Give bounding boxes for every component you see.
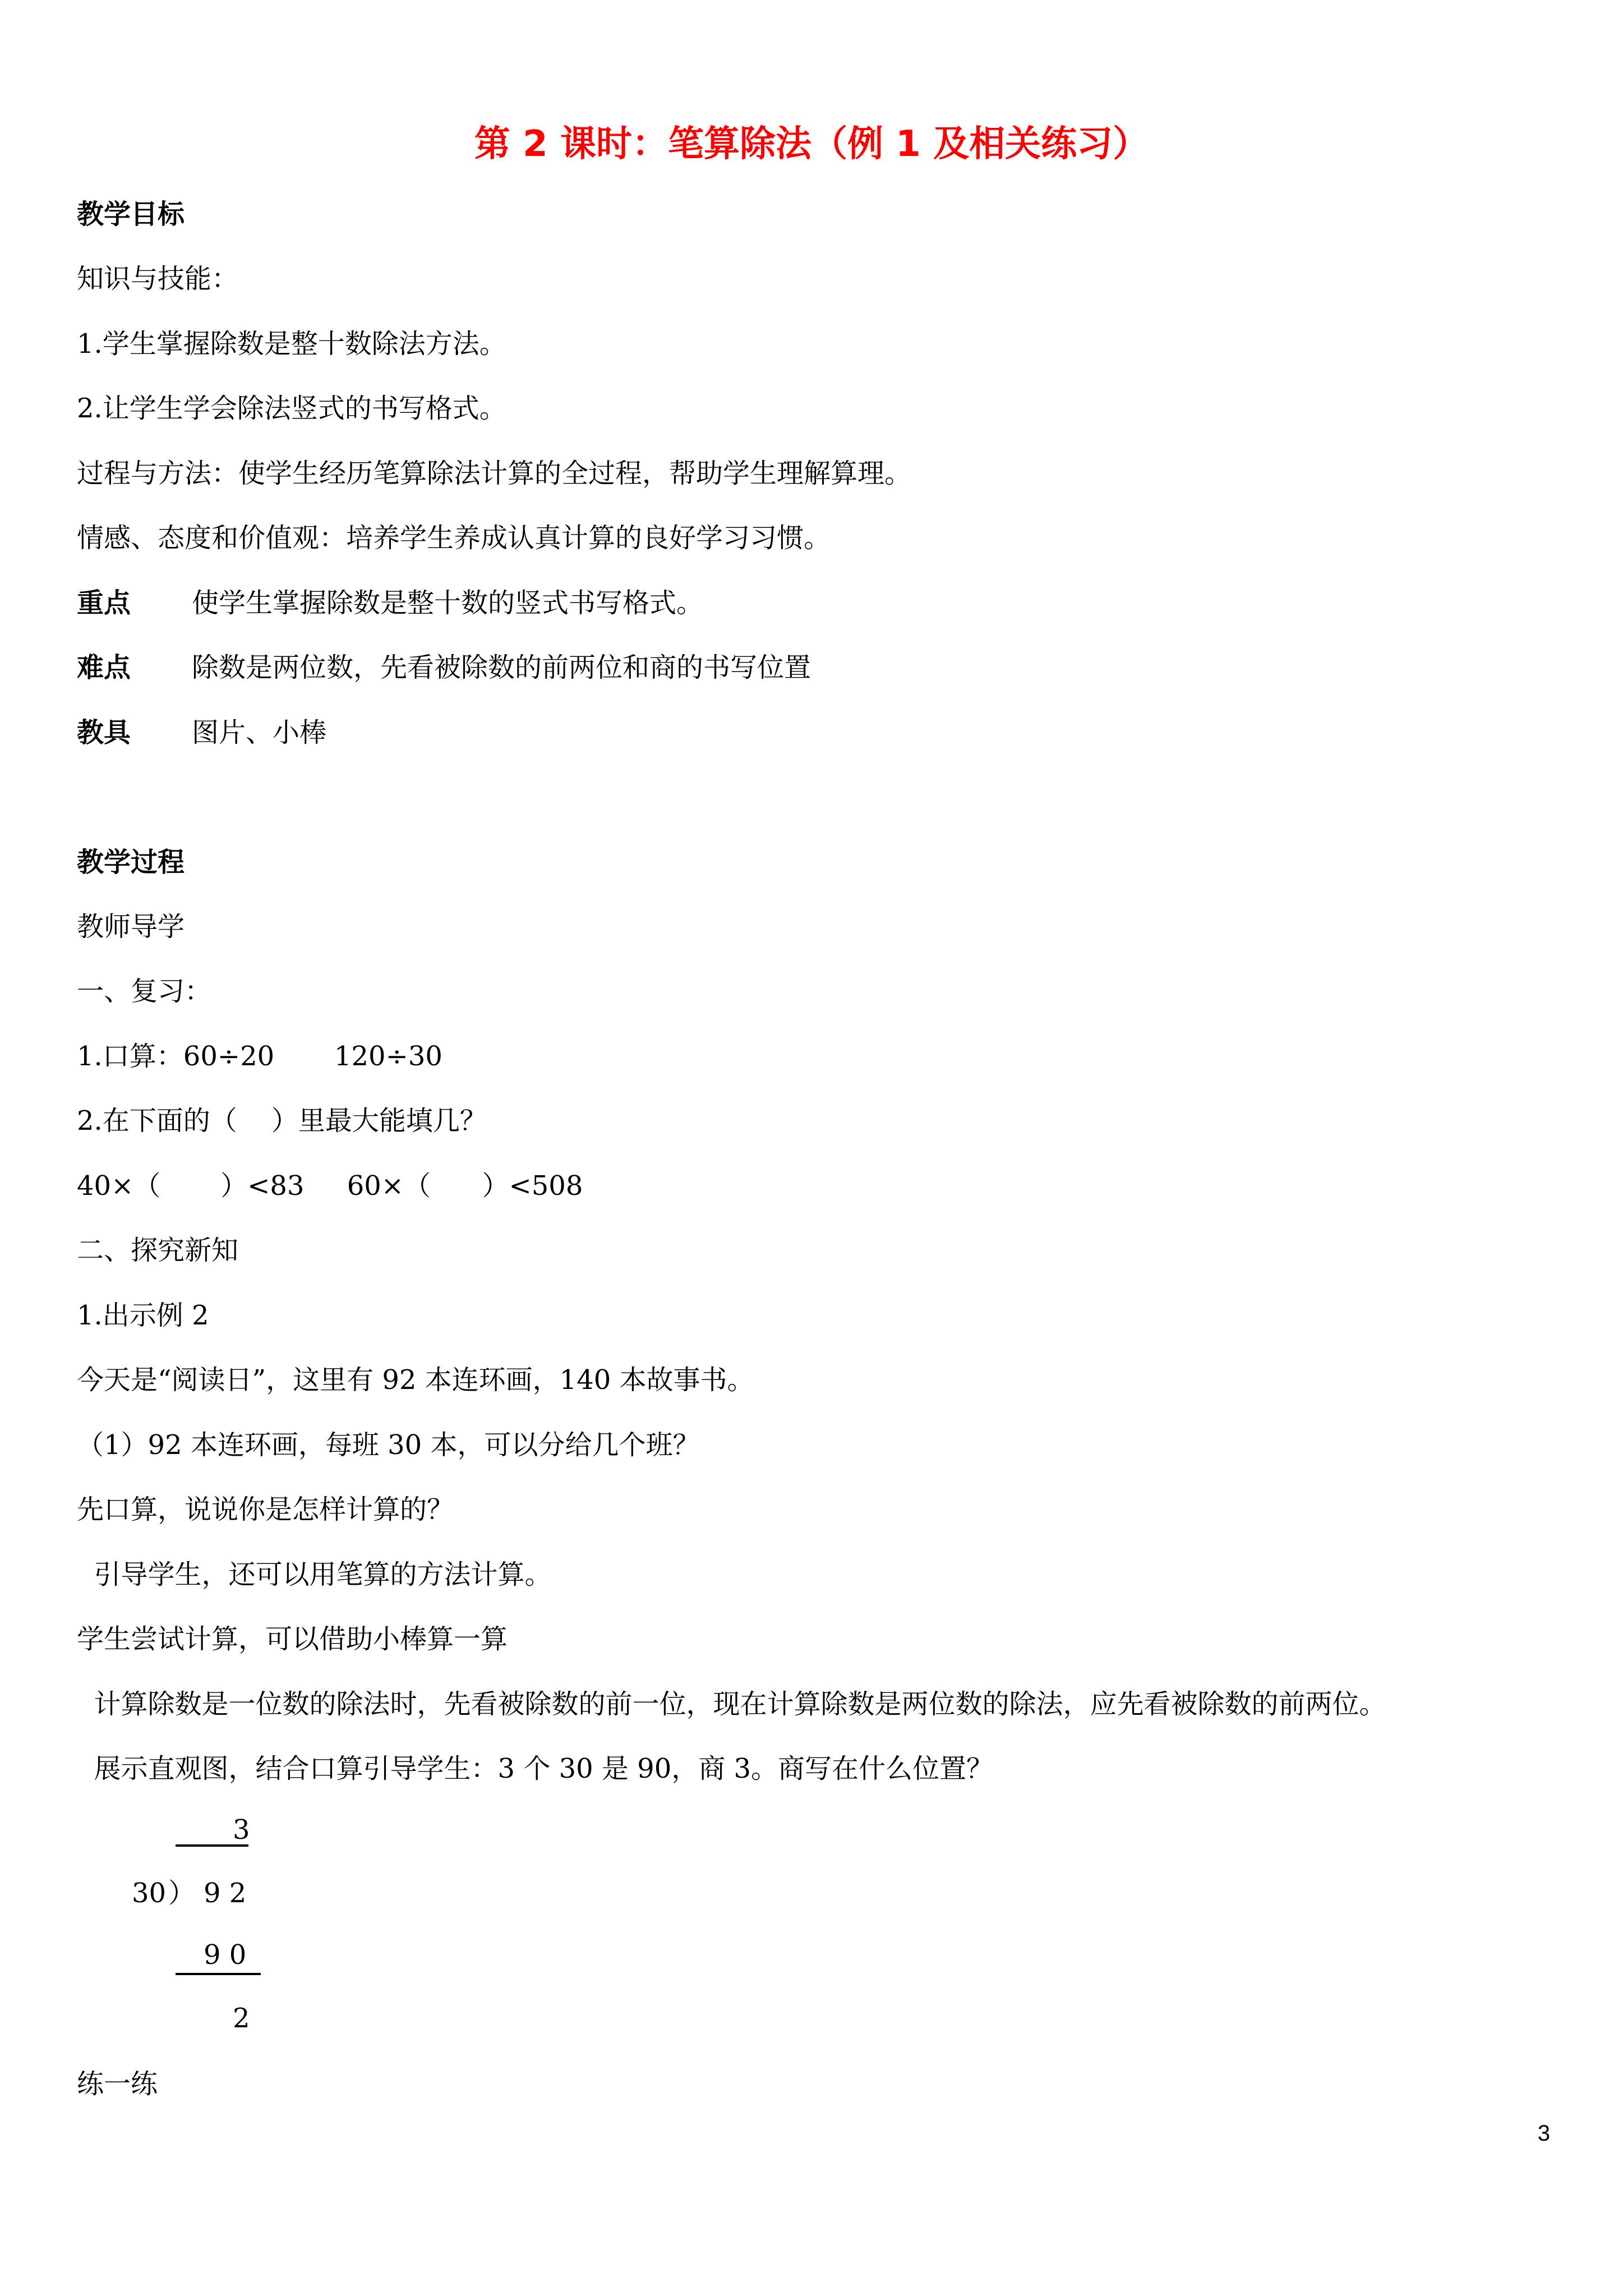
product: 9 0: [204, 1939, 247, 1971]
difficulty-row: [77, 651, 811, 684]
goals-heading: 教学目标: [77, 199, 185, 230]
process-heading: 教学过程: [77, 846, 185, 878]
remainder: 2: [233, 2003, 250, 2034]
review-q2-expression: 40×（ ）<83 60×（ ）<508: [77, 1170, 583, 1202]
key-point-text: 使学生掌握除数是整十数的竖式书写格式。: [192, 587, 704, 619]
key-point-row: [77, 586, 703, 620]
compute-note: 计算除数是一位数的除法时，先看被除数的前一位，现在计算除数是两位数的除法，应先看被除数的前两位。: [77, 1688, 1386, 1720]
try-text: 学生尝试计算，可以借助小棒算一算: [77, 1623, 508, 1655]
divisor: 30: [132, 1878, 167, 1909]
tools-label: 教具: [77, 717, 131, 748]
show-text: 展示直观图，结合口算引导学生：3 个 30 是 90，商 3。商写在什么位置？: [77, 1753, 994, 1784]
knowledge-label: 知识与技能：: [77, 263, 239, 295]
tools-row: [77, 716, 326, 749]
page-title: 第 2 课时：笔算除法（例 1 及相关练习）: [474, 123, 1149, 165]
review-q2: 2.在下面的（ ）里最大能填几？: [77, 1105, 487, 1137]
difficulty-label: 难点: [77, 652, 131, 683]
goal-item-2: 2.让学生学会除法竖式的书写格式。: [77, 393, 506, 424]
dividend: 9 2: [204, 1878, 247, 1909]
explore-heading: 二、探究新知: [77, 1235, 239, 1266]
product-underline: [176, 1973, 261, 1975]
guide-text: 引导学生，还可以用笔算的方法计算。: [77, 1559, 552, 1590]
quotient: 3: [233, 1814, 250, 1846]
page-number: 3: [1537, 2121, 1550, 2146]
oral-prompt: 先口算，说说你是怎样计算的？: [77, 1494, 454, 1525]
teacher-guide: 教师导学: [77, 911, 185, 942]
emotion-values-text: 情感、态度和价值观：培养学生养成认真计算的良好学习习惯。: [77, 522, 831, 554]
practice-heading: 练一练: [77, 2068, 158, 2100]
division-bracket: ）: [168, 1878, 196, 1909]
review-heading: 一、复习：: [77, 976, 212, 1007]
example-title: 1.出示例 2: [77, 1300, 209, 1331]
review-q1: 1.口算：60÷20 120÷30: [77, 1041, 442, 1072]
example-intro: 今天是“阅读日”，这里有 92 本连环画，140 本故事书。: [77, 1364, 754, 1396]
key-point-label: 重点: [77, 587, 131, 619]
example-question-1: （1）92 本连环画，每班 30 本，可以分给几个班？: [77, 1429, 700, 1461]
difficulty-text: 除数是两位数，先看被除数的前两位和商的书写位置: [192, 652, 811, 683]
goal-item-1: 1.学生掌握除数是整十数除法方法。: [77, 328, 506, 360]
process-method-text: 过程与方法：使学生经历笔算除法计算的全过程，帮助学生理解算理。: [77, 458, 912, 489]
tools-text: 图片、小棒: [192, 717, 327, 748]
